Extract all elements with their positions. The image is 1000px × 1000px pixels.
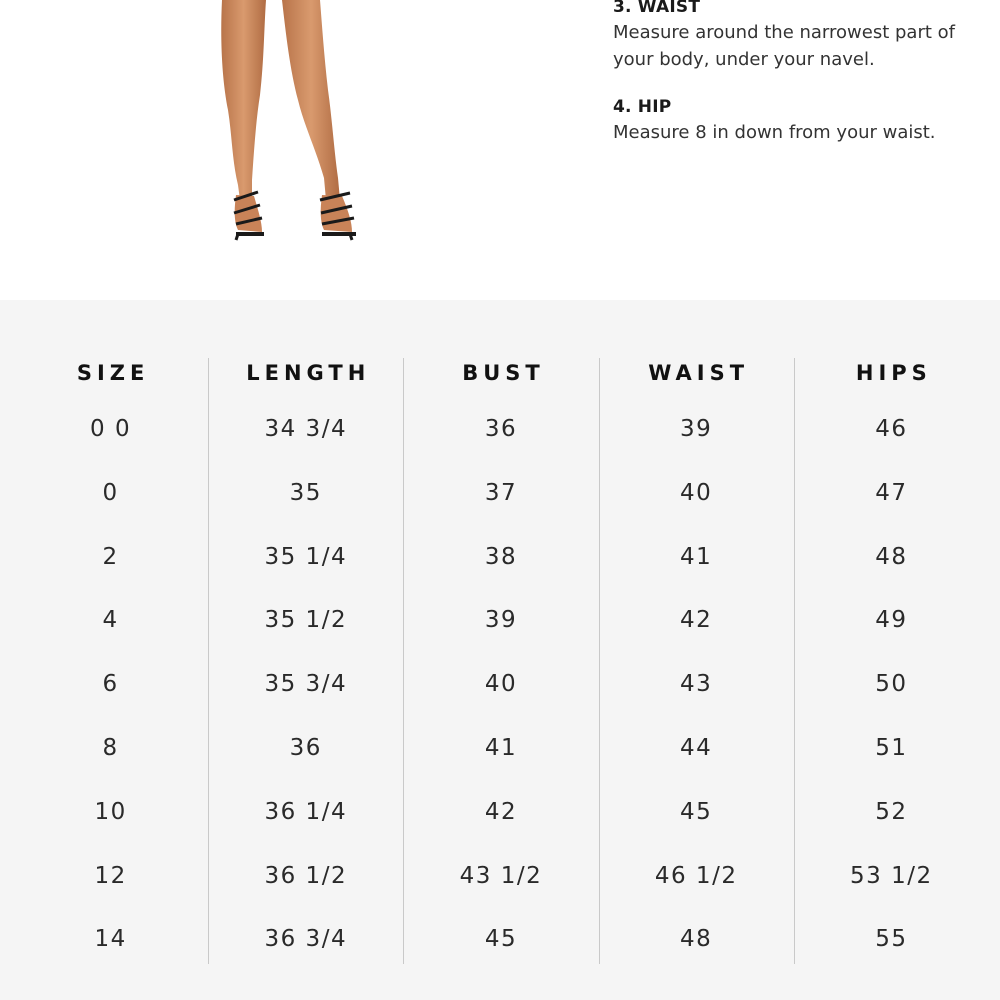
bust-cell: 40 (484, 671, 518, 698)
length-cell: 35 1/4 (264, 543, 348, 570)
bust-cell: 38 (484, 543, 518, 570)
waist-cell: 39 (680, 416, 713, 442)
bust-cell: 42 (484, 798, 518, 825)
size-cell: 14 (94, 926, 127, 953)
measurement-guide-section (0, 0, 1000, 300)
hip-instruction-title: 4. HIP (613, 97, 672, 117)
size-column (13, 348, 208, 972)
size-cell: 10 (94, 798, 127, 825)
measurement-instructions (613, 0, 983, 168)
bust-cell: 39 (484, 607, 518, 634)
hip-instruction-text: Measure 8 in down from your waist. (613, 122, 936, 143)
waist-instruction-title: 3. WAIST (613, 0, 701, 17)
waist-cell: 45 (680, 798, 713, 825)
size-header: SIZE (76, 361, 150, 385)
size-chart-table (13, 348, 989, 972)
hips-header: HIPS (855, 361, 932, 385)
waist-cell: 44 (680, 734, 713, 761)
waist-column (599, 348, 794, 972)
waist-instruction (613, 0, 983, 73)
hips-column (794, 348, 989, 972)
size-cell: 0 0 (90, 416, 132, 442)
size-cell: 0 (102, 479, 119, 506)
bust-cell: 43 1/2 (459, 862, 543, 889)
length-cell: 35 3/4 (264, 671, 348, 698)
size-chart-panel (0, 300, 1000, 1000)
bust-cell: 41 (484, 734, 518, 761)
size-cell: 2 (102, 543, 119, 570)
bust-cell: 36 (484, 416, 518, 442)
length-cell: 34 3/4 (264, 416, 348, 442)
length-header: LENGTH (246, 361, 371, 385)
size-cell: 6 (102, 671, 119, 698)
waist-header: WAIST (648, 361, 750, 385)
hips-cell: 48 (875, 543, 908, 570)
hips-cell: 49 (875, 607, 908, 634)
size-cell: 8 (102, 734, 119, 761)
length-cell: 35 (289, 479, 322, 506)
length-cell: 36 (289, 734, 322, 761)
waist-cell: 41 (680, 543, 713, 570)
hips-cell: 51 (875, 734, 908, 761)
waist-cell: 42 (680, 607, 713, 634)
model-photo (200, 0, 380, 250)
hips-cell: 53 1/2 (850, 862, 933, 889)
bust-column (403, 348, 598, 972)
waist-cell: 43 (680, 671, 713, 698)
hips-cell: 47 (875, 479, 908, 506)
length-column (208, 348, 403, 972)
hip-instruction (613, 95, 983, 146)
hips-cell: 55 (875, 926, 908, 953)
waist-cell: 40 (680, 479, 713, 506)
bust-cell: 45 (484, 926, 518, 953)
waist-cell: 48 (680, 926, 713, 953)
bust-header: BUST (462, 361, 545, 385)
hips-cell: 46 (875, 416, 908, 442)
length-cell: 36 1/4 (264, 798, 348, 825)
waist-instruction-text: Measure around the narrowest part of your body, under your navel. (613, 22, 955, 70)
size-cell: 4 (102, 607, 119, 634)
length-cell: 35 1/2 (264, 607, 348, 634)
length-cell: 36 1/2 (264, 862, 348, 889)
size-cell: 12 (94, 862, 127, 889)
hips-cell: 52 (875, 798, 908, 825)
hips-cell: 50 (875, 671, 908, 698)
bust-cell: 37 (484, 479, 518, 506)
length-cell: 36 3/4 (264, 926, 348, 953)
waist-cell: 46 1/2 (654, 862, 738, 889)
